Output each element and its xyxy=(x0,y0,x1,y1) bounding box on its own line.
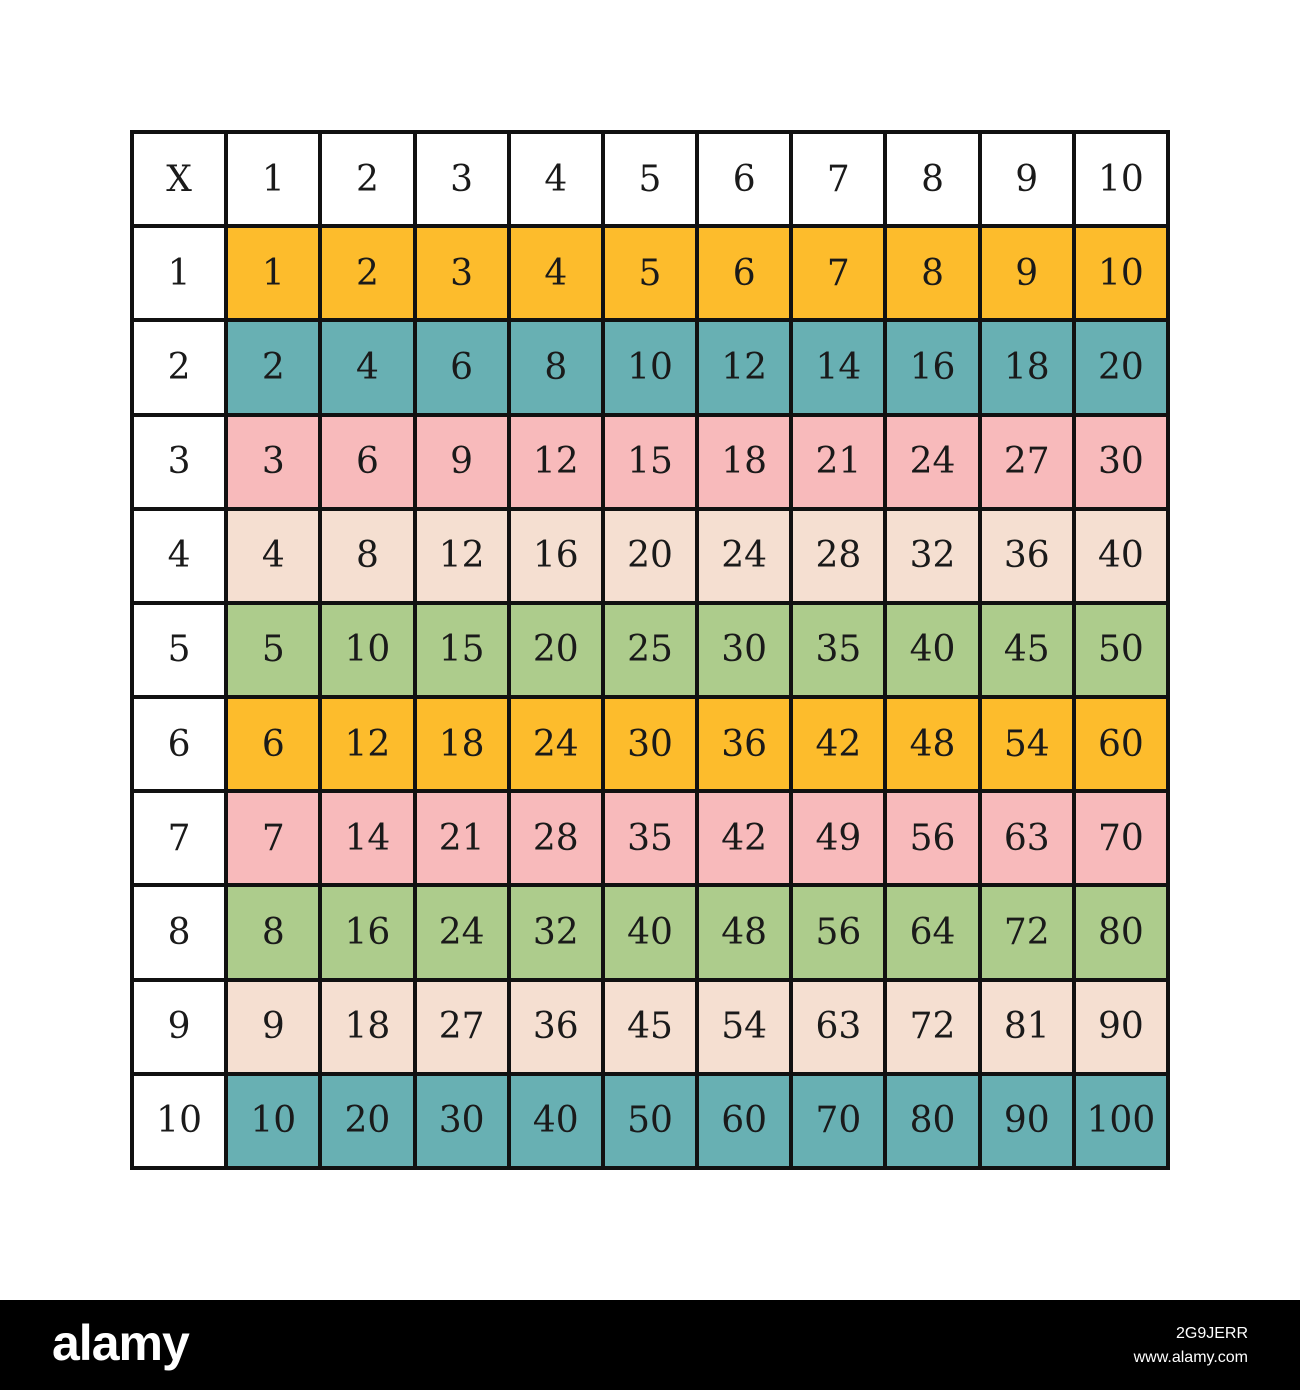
product-cell: 8 xyxy=(322,511,412,601)
product-cell: 90 xyxy=(982,1076,1072,1166)
product-cell: 80 xyxy=(887,1076,977,1166)
product-cell: 10 xyxy=(228,1076,318,1166)
product-cell: 56 xyxy=(793,887,883,977)
product-cell: 2 xyxy=(322,228,412,318)
product-cell: 90 xyxy=(1076,982,1166,1072)
product-cell: 49 xyxy=(793,793,883,883)
row-header-cell: 5 xyxy=(134,605,224,695)
product-cell: 8 xyxy=(511,322,601,412)
product-cell: 27 xyxy=(982,417,1072,507)
product-cell: 18 xyxy=(322,982,412,1072)
product-cell: 63 xyxy=(793,982,883,1072)
product-cell: 54 xyxy=(699,982,789,1072)
product-cell: 42 xyxy=(699,793,789,883)
product-cell: 40 xyxy=(887,605,977,695)
product-cell: 21 xyxy=(417,793,507,883)
product-cell: 18 xyxy=(699,417,789,507)
product-cell: 4 xyxy=(322,322,412,412)
product-cell: 45 xyxy=(982,605,1072,695)
product-cell: 24 xyxy=(511,699,601,789)
product-cell: 24 xyxy=(699,511,789,601)
product-cell: 21 xyxy=(793,417,883,507)
product-cell: 1 xyxy=(228,228,318,318)
product-cell: 72 xyxy=(887,982,977,1072)
product-cell: 3 xyxy=(417,228,507,318)
product-cell: 4 xyxy=(228,511,318,601)
product-cell: 30 xyxy=(699,605,789,695)
product-cell: 50 xyxy=(605,1076,695,1166)
product-cell: 8 xyxy=(228,887,318,977)
product-cell: 10 xyxy=(605,322,695,412)
product-cell: 4 xyxy=(511,228,601,318)
product-cell: 24 xyxy=(417,887,507,977)
product-cell: 10 xyxy=(1076,228,1166,318)
product-cell: 81 xyxy=(982,982,1072,1072)
product-cell: 6 xyxy=(699,228,789,318)
column-header-cell: 4 xyxy=(511,134,601,224)
product-cell: 72 xyxy=(982,887,1072,977)
product-cell: 60 xyxy=(1076,699,1166,789)
product-cell: 32 xyxy=(511,887,601,977)
row-header-cell: 6 xyxy=(134,699,224,789)
column-header-cell: 3 xyxy=(417,134,507,224)
product-cell: 70 xyxy=(1076,793,1166,883)
product-cell: 7 xyxy=(228,793,318,883)
product-cell: 9 xyxy=(228,982,318,1072)
product-cell: 25 xyxy=(605,605,695,695)
product-cell: 14 xyxy=(322,793,412,883)
product-cell: 20 xyxy=(1076,322,1166,412)
product-cell: 12 xyxy=(417,511,507,601)
product-cell: 15 xyxy=(605,417,695,507)
product-cell: 16 xyxy=(511,511,601,601)
row-header-cell: 2 xyxy=(134,322,224,412)
row-header-cell: 3 xyxy=(134,417,224,507)
product-cell: 40 xyxy=(511,1076,601,1166)
product-cell: 12 xyxy=(699,322,789,412)
multiplication-table xyxy=(130,130,1170,1170)
row-header-cell: 10 xyxy=(134,1076,224,1166)
product-cell: 70 xyxy=(793,1076,883,1166)
product-cell: 40 xyxy=(1076,511,1166,601)
product-cell: 10 xyxy=(322,605,412,695)
product-cell: 35 xyxy=(605,793,695,883)
product-cell: 20 xyxy=(511,605,601,695)
row-header-cell: 7 xyxy=(134,793,224,883)
column-header-cell: 2 xyxy=(322,134,412,224)
product-cell: 40 xyxy=(605,887,695,977)
product-cell: 14 xyxy=(793,322,883,412)
product-cell: 18 xyxy=(417,699,507,789)
product-cell: 28 xyxy=(793,511,883,601)
product-cell: 28 xyxy=(511,793,601,883)
site-url-text: www.alamy.com xyxy=(1133,1349,1248,1366)
corner-label-cell: X xyxy=(134,134,224,224)
row-header-cell: 9 xyxy=(134,982,224,1072)
column-header-cell: 7 xyxy=(793,134,883,224)
product-cell: 7 xyxy=(793,228,883,318)
product-cell: 6 xyxy=(417,322,507,412)
row-header-cell: 4 xyxy=(134,511,224,601)
product-cell: 9 xyxy=(417,417,507,507)
watermark-footer-bar xyxy=(0,1300,1300,1390)
product-cell: 30 xyxy=(417,1076,507,1166)
product-cell: 5 xyxy=(605,228,695,318)
product-cell: 48 xyxy=(699,887,789,977)
product-cell: 42 xyxy=(793,699,883,789)
product-cell: 20 xyxy=(605,511,695,601)
product-cell: 6 xyxy=(228,699,318,789)
product-cell: 80 xyxy=(1076,887,1166,977)
row-header-cell: 1 xyxy=(134,228,224,318)
product-cell: 16 xyxy=(322,887,412,977)
product-cell: 54 xyxy=(982,699,1072,789)
column-header-cell: 1 xyxy=(228,134,318,224)
product-cell: 56 xyxy=(887,793,977,883)
product-cell: 50 xyxy=(1076,605,1166,695)
product-cell: 15 xyxy=(417,605,507,695)
product-cell: 9 xyxy=(982,228,1072,318)
product-cell: 8 xyxy=(887,228,977,318)
product-cell: 6 xyxy=(322,417,412,507)
product-cell: 16 xyxy=(887,322,977,412)
column-header-cell: 6 xyxy=(699,134,789,224)
product-cell: 64 xyxy=(887,887,977,977)
product-cell: 48 xyxy=(887,699,977,789)
product-cell: 100 xyxy=(1076,1076,1166,1166)
column-header-cell: 9 xyxy=(982,134,1072,224)
product-cell: 63 xyxy=(982,793,1072,883)
product-cell: 30 xyxy=(605,699,695,789)
column-header-cell: 8 xyxy=(887,134,977,224)
product-cell: 12 xyxy=(511,417,601,507)
product-cell: 3 xyxy=(228,417,318,507)
image-id-text: 2G9JERR xyxy=(1175,1325,1248,1342)
product-cell: 5 xyxy=(228,605,318,695)
image-id-block xyxy=(1134,1322,1248,1370)
product-cell: 32 xyxy=(887,511,977,601)
product-cell: 36 xyxy=(511,982,601,1072)
column-header-cell: 10 xyxy=(1076,134,1166,224)
product-cell: 2 xyxy=(228,322,318,412)
product-cell: 35 xyxy=(793,605,883,695)
product-cell: 60 xyxy=(699,1076,789,1166)
product-cell: 36 xyxy=(982,511,1072,601)
product-cell: 30 xyxy=(1076,417,1166,507)
product-cell: 12 xyxy=(322,699,412,789)
product-cell: 18 xyxy=(982,322,1072,412)
product-cell: 36 xyxy=(699,699,789,789)
column-header-cell: 5 xyxy=(605,134,695,224)
product-cell: 45 xyxy=(605,982,695,1072)
product-cell: 27 xyxy=(417,982,507,1072)
product-cell: 20 xyxy=(322,1076,412,1166)
row-header-cell: 8 xyxy=(134,887,224,977)
alamy-logo: alamy xyxy=(52,1315,189,1371)
product-cell: 24 xyxy=(887,417,977,507)
